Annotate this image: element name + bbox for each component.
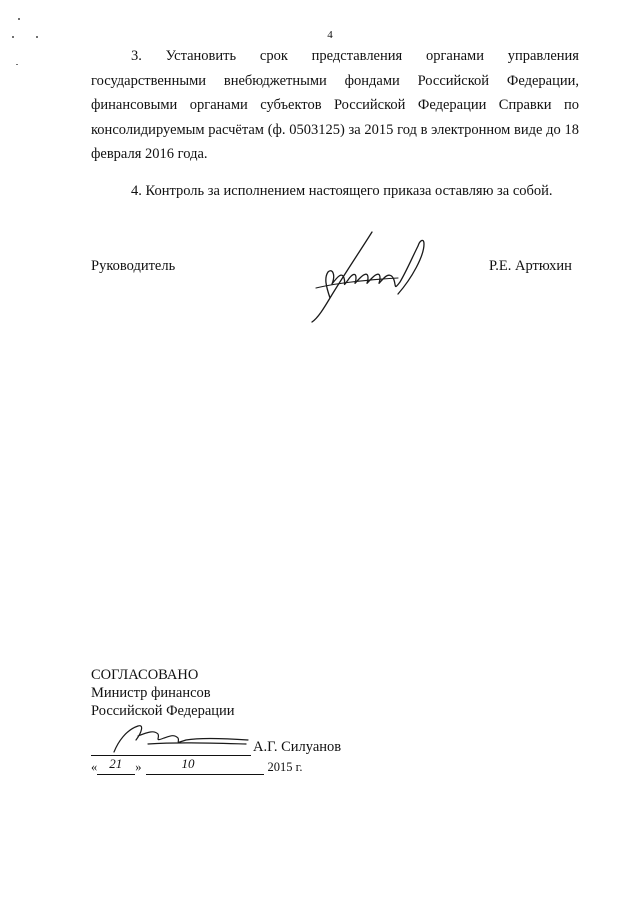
word: управления [507,48,579,64]
signature-blank [91,741,251,756]
word: представления [311,48,403,64]
scan-speck [16,64,18,65]
approver-signature-line [91,739,341,756]
word: срок [259,48,288,64]
approval-date [91,756,303,775]
date-month-blank [146,756,264,775]
paragraph-item-3 [91,44,579,167]
approval-position: Министр финансов [91,685,211,701]
date-month: 10 [181,756,195,771]
paragraph-text: государственными внебюджетными фондами Российской Федерации, финансовыми органами субъектов Российской Федерации Справки по консолидируемым расчётам (ф. 0503125) за 2015 год в электронном виде до 18 февраля 2016 года. [91,72,579,162]
signature-image [302,228,442,328]
approval-organization: Российской Федерации [91,703,235,719]
paragraph-item-4 [131,179,591,204]
date-day: 21 [109,756,123,771]
signer-name: Р.Е. Артюхин [489,258,572,274]
approval-heading: СОГЛАСОВАНО [91,667,199,683]
scan-speck [18,18,20,20]
approver-name: А.Г. Силуанов [253,739,342,755]
date-year: 2015 г. [267,760,303,774]
page-number: 4 [327,29,333,41]
paragraph-first-line [91,44,579,69]
word: органами [425,48,484,64]
approval-block [91,666,235,720]
paragraph-text: 4. Контроль за исполнением настоящего приказа оставляю за собой. [131,183,553,199]
word: Установить [165,48,237,64]
date-close-quote: » [135,760,142,774]
date-day-blank [97,756,135,775]
date-open-quote: « [91,760,98,774]
item-number: 3. [131,48,142,64]
signer-role: Руководитель [91,258,176,274]
